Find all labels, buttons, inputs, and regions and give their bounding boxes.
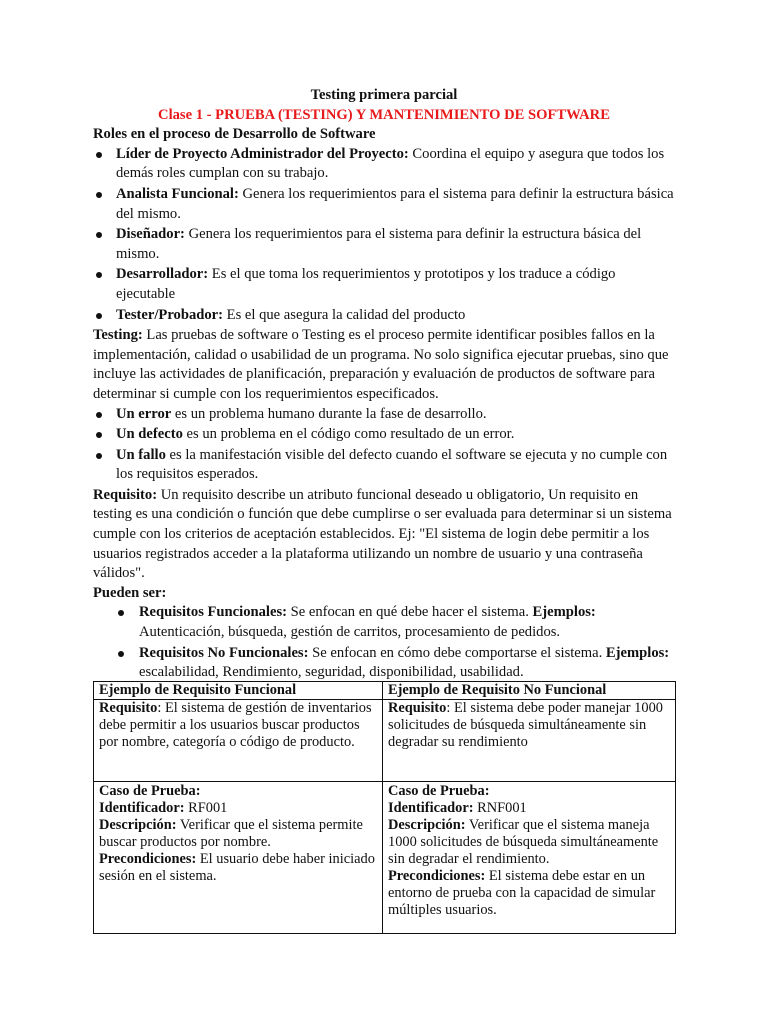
table-row — [94, 700, 676, 782]
table-cell: Caso de Prueba: Identificador: RF001 Descripción: Verificar que el sistema permite buscar productos por nombre. Precondiciones: El usuario debe haber iniciado sesión en el sistema. — [94, 782, 383, 934]
list-item: Líder de Proyecto Administrador del Proyecto: Coordina el equipo y asegura que todos los demás roles cumplan con su trabajo. — [93, 145, 675, 184]
table-header-row — [94, 682, 676, 700]
list-item: Desarrollador: Es el que toma los requerimientos y prototipos y los traduce a código ejecutable — [93, 265, 675, 304]
list-item: Analista Funcional: Genera los requerimientos para el sistema para definir la estructura básica del mismo. — [93, 185, 675, 224]
table-row — [94, 782, 676, 934]
table-header-functional: Ejemplo de Requisito Funcional — [94, 682, 383, 700]
list-item: Un fallo es la manifestación visible del defecto cuando el software se ejecuta y no cumple con los requisitos esperados. — [93, 446, 675, 485]
document-page — [93, 86, 675, 684]
list-item: Un error es un problema humano durante la fase de desarrollo. — [93, 405, 675, 425]
list-item: Requisitos Funcionales: Se enfocan en qué debe hacer el sistema. Ejemplos: Autenticación, búsqueda, gestión de carritos, procesamiento de pedidos. — [93, 603, 675, 642]
roles-heading: Roles en el proceso de Desarrollo de Software — [93, 126, 376, 143]
document-title: Testing primera parcial — [310, 87, 458, 103]
roles-list — [93, 145, 675, 325]
pueden-ser-heading: Pueden ser: — [93, 584, 167, 601]
testing-paragraph: Testing: Las pruebas de software o Testing es el proceso permite identificar posibles fallos en la implementación, calidad o usabilidad de un programa. No solo significa ejecutar pruebas, sino que incluye las actividades de planificación, preparación y evaluación de productos de software para determinar si cumple con los requerimientos especificados. — [93, 327, 669, 402]
list-item: Un defecto es un problema en el código como resultado de un error. — [93, 425, 675, 445]
table-cell: Requisito: El sistema de gestión de inventarios debe permitir a los usuarios buscar productos por nombre, categoría o código de producto. — [94, 700, 383, 782]
table-header-nonfunctional: Ejemplo de Requisito No Funcional — [383, 682, 676, 700]
list-item: Diseñador: Genera los requerimientos para el sistema para definir la estructura básica del mismo. — [93, 225, 675, 264]
document-subtitle: Clase 1 - PRUEBA (TESTING) Y MANTENIMIENTO DE SOFTWARE — [158, 106, 610, 123]
requirement-types-list — [93, 603, 675, 682]
requirements-table — [93, 681, 676, 934]
testing-list — [93, 405, 675, 485]
table-cell: Caso de Prueba: Identificador: RNF001 Descripción: Verificar que el sistema maneja 1000 solicitudes de búsqueda simultáneamente sin degradar el rendimiento. Precondiciones: El sistema debe estar en un entorno de prueba con la capacidad de simular múltiples usuarios. — [383, 782, 676, 934]
requisito-paragraph: Requisito: Un requisito describe un atributo funcional deseado u obligatorio, Un requisito en testing es una condición o función que debe cumplirse o ser evaluada para determinar si un sistema cumple con los criterios de aceptación establecidos. Ej: "El sistema de login debe permitir a los usuarios registrados acceder a la plataforma utilizando un nombre de usuario y una contraseña válidos". — [93, 486, 672, 582]
table-cell: Requisito: El sistema debe poder manejar 1000 solicitudes de búsqueda simultáneamente sin degradar su rendimiento — [383, 700, 676, 782]
list-item: Tester/Probador: Es el que asegura la calidad del producto — [93, 306, 675, 326]
list-item: Requisitos No Funcionales: Se enfocan en cómo debe comportarse el sistema. Ejemplos: escalabilidad, Rendimiento, seguridad, disponibilidad, usabilidad. — [93, 644, 675, 683]
